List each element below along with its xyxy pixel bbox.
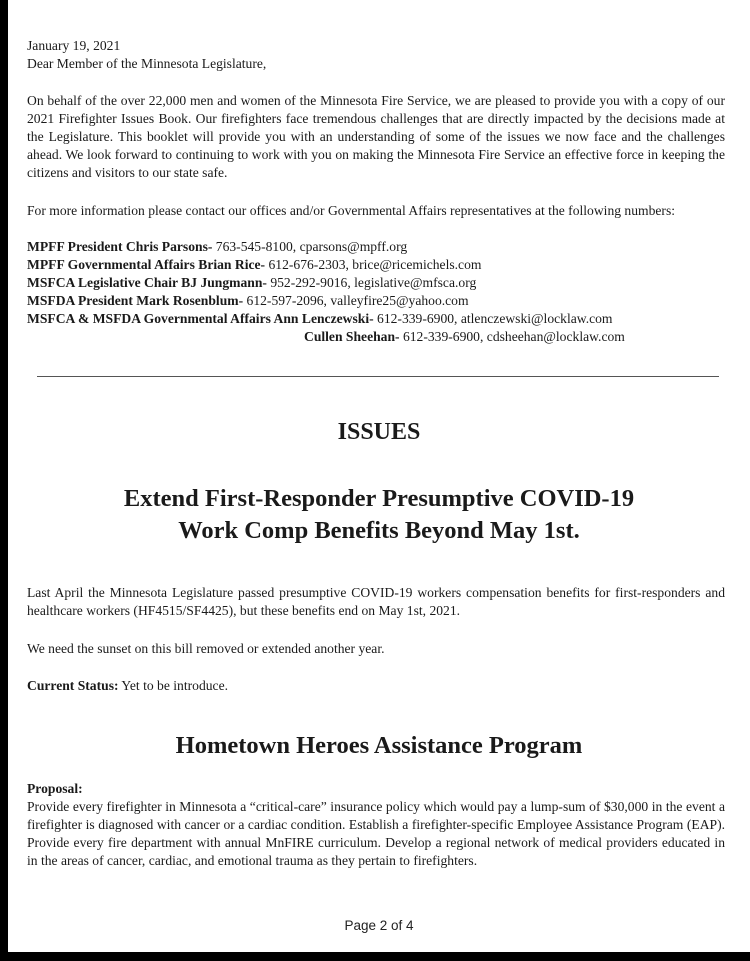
issue1-need: We need the sunset on this bill removed or extended another year. [27, 641, 385, 656]
issue1-title-line2: Work Comp Benefits Beyond May 1st. [178, 517, 580, 544]
contact-name: MSFCA Legislative Chair BJ Jungmann- [27, 275, 267, 290]
contact-entry [27, 310, 725, 328]
contact-name: MPFF President Chris Parsons- [27, 239, 213, 254]
issue1-title-line1: Extend First-Responder Presumptive COVID-19 [123, 485, 635, 512]
proposal-section [27, 780, 725, 870]
contact-details: 952-292-9016, legislative@mfsca.org [266, 275, 477, 290]
status-value: Yet to be introduce. [118, 678, 229, 693]
contact-name: MSFCA & MSFDA Governmental Affairs Ann Lenczewski- [27, 311, 374, 326]
issues-heading: ISSUES [337, 419, 421, 445]
contact-entry [27, 256, 725, 274]
issue1-body: Last April the Minnesota Legislature passed presumptive COVID-19 workers compensation benefits for first-responders and healthcare workers (HF4515/SF4425), but these benefits end on May 1st, 2021. [27, 585, 725, 618]
issue1-title [8, 483, 750, 547]
issue2-title: Hometown Heroes Assistance Program [175, 732, 583, 759]
status-label: Current Status: [27, 678, 119, 693]
contact-entry [27, 292, 725, 310]
contact-entry [27, 238, 725, 256]
contact-details: 612-597-2096, valleyfire25@yahoo.com [243, 293, 469, 308]
letter-header [27, 37, 725, 73]
contact-entry [27, 274, 725, 292]
scan-edge [0, 952, 750, 961]
page-number: Page 2 of 4 [344, 918, 414, 933]
contact-list [27, 238, 725, 346]
contact-entry [27, 328, 725, 346]
contact-intro: For more information please contact our offices and/or Governmental Affairs representatives at the following numbers: [27, 203, 676, 218]
contact-details: 612-676-2303, brice@ricemichels.com [265, 257, 482, 272]
issue1-status [27, 677, 725, 695]
letter-salutation: Dear Member of the Minnesota Legislature, [27, 56, 267, 71]
contact-details: 612-339-6900, cdsheehan@locklaw.com [399, 329, 625, 344]
contact-name: MPFF Governmental Affairs Brian Rice- [27, 257, 266, 272]
contact-name: MSFDA President Mark Rosenblum- [27, 293, 244, 308]
section-divider [37, 376, 719, 377]
proposal-text: Provide every firefighter in Minnesota a “critical-care” insurance policy which would pay a lump-sum of $30,000 in the event a firefighter is diagnosed with cancer or a cardiac condition. Establish a firefighter-specific Employee Assistance Program (EAP). Provide every fire department with annual MnFIRE curriculum. Develop a regional network of medical providers educated in in the areas of cancer, cardiac, and emotional trauma as they pertain to firefighters. [27, 799, 725, 868]
document-page [8, 0, 750, 961]
contact-details: 763-545-8100, cparsons@mpff.org [212, 239, 408, 254]
letter-date: January 19, 2021 [27, 38, 121, 53]
letter-intro: On behalf of the over 22,000 men and women of the Minnesota Fire Service, we are pleased to provide you with a copy of our 2021 Firefighter Issues Book. Our firefighters face tremendous challenges that are directly impacted by the decisions made at the Legislature. This booklet will provide you with an understanding of some of the issues we now face and the challenges ahead. We look forward to continuing to work with you on making the Minnesota Fire Service an effective force in keeping the citizens and visitors to our state safe. [27, 93, 725, 180]
proposal-label: Proposal: [27, 781, 83, 796]
contact-name: Cullen Sheehan- [304, 329, 400, 344]
contact-details: 612-339-6900, atlenczewski@locklaw.com [373, 311, 613, 326]
